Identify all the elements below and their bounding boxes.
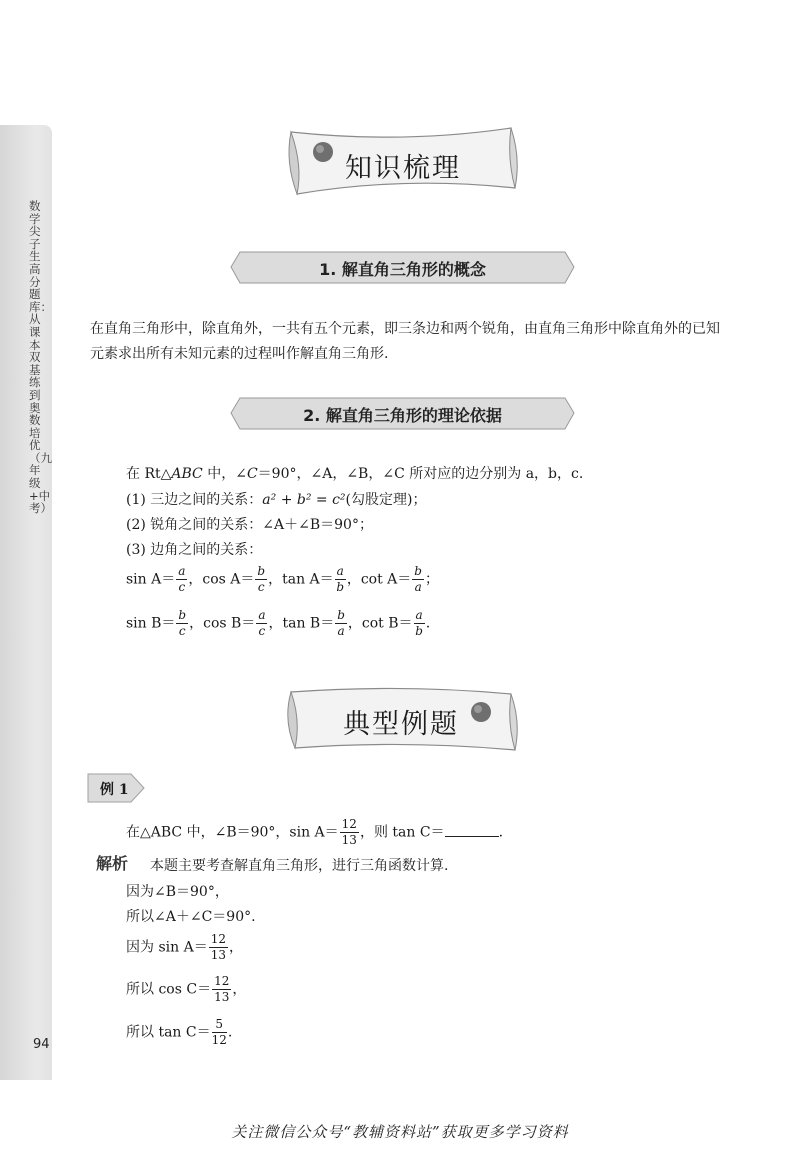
formula-row-a: sin A＝ $\frac{a}{c}$ ，cos A＝ $\frac{b}{c}$ ，tan A＝ $\frac{a}{b}$ ，cot A＝ $\frac{b}{a}$ ； [126,564,439,594]
solution-step: 所以 cos C＝ $\frac{12}{13}$ ， [126,974,247,1004]
page-number: 94 [33,1037,50,1052]
subsection-banner-2 [230,397,575,430]
solution-step: 因为 sin A＝ $\frac{12}{13}$ ， [126,932,243,962]
relation-2: (2) 锐角之间的关系：∠A＋∠B＝90°； [126,517,373,533]
analysis-text: 本题主要考查解直角三角形，进行三角函数计算. [150,858,449,874]
concept-paragraph: 在直角三角形中，除直角外，一共有五个元素，即三条边和两个锐角，由直角三角形中除直角外的已知元素求出所有未知元素的过程叫作解直角三角形. [90,321,720,362]
answer-blank[interactable] [445,836,499,837]
section-header-examples [283,680,523,758]
section-title: 知识梳理 [345,153,461,184]
section-title: 典型例题 [343,709,459,740]
theory-intro: 在 Rt△ABC 中，∠C＝90°，∠A，∠B，∠C 所对应的边分别为 a，b，c. [126,466,584,482]
solution-step: 所以∠A＋∠C＝90°. [126,909,256,925]
footer-note: 关注微信公众号“教辅资料站”获取更多学习资料 [231,1123,569,1141]
subsection-banner-1 [230,251,575,284]
book-title: 数学尖子生高分题库：从课本双基练到奥数培优（九年级+中考） [29,199,52,516]
solution-step: 所以 tan C＝ $\frac{5}{12}$ . [126,1017,233,1047]
example-question: 在△ABC 中，∠B＝90°，sin A＝ $\frac{12}{13}$ ，则 tan C＝ . [126,817,504,847]
solution-step: 因为∠B＝90°， [126,884,229,900]
example-label: 例 1 [87,773,145,803]
formula-row-b: sin B＝ $\frac{b}{c}$ ，cos B＝ $\frac{a}{c}$ ，tan B＝ $\frac{b}{a}$ ，cot B＝ $\frac{a}{b}$ . [126,608,431,638]
relation-3: (3) 边角之间的关系： [126,542,263,558]
subsection-title: 1. 解直角三角形的概念 [319,260,486,279]
analysis-label: 解析 [96,854,129,873]
relation-1: (1) 三边之间的关系：a² + b² = c²(勾股定理)； [126,492,427,508]
subsection-title: 2. 解直角三角形的理论依据 [303,406,502,425]
section-header-knowledge [283,122,523,200]
